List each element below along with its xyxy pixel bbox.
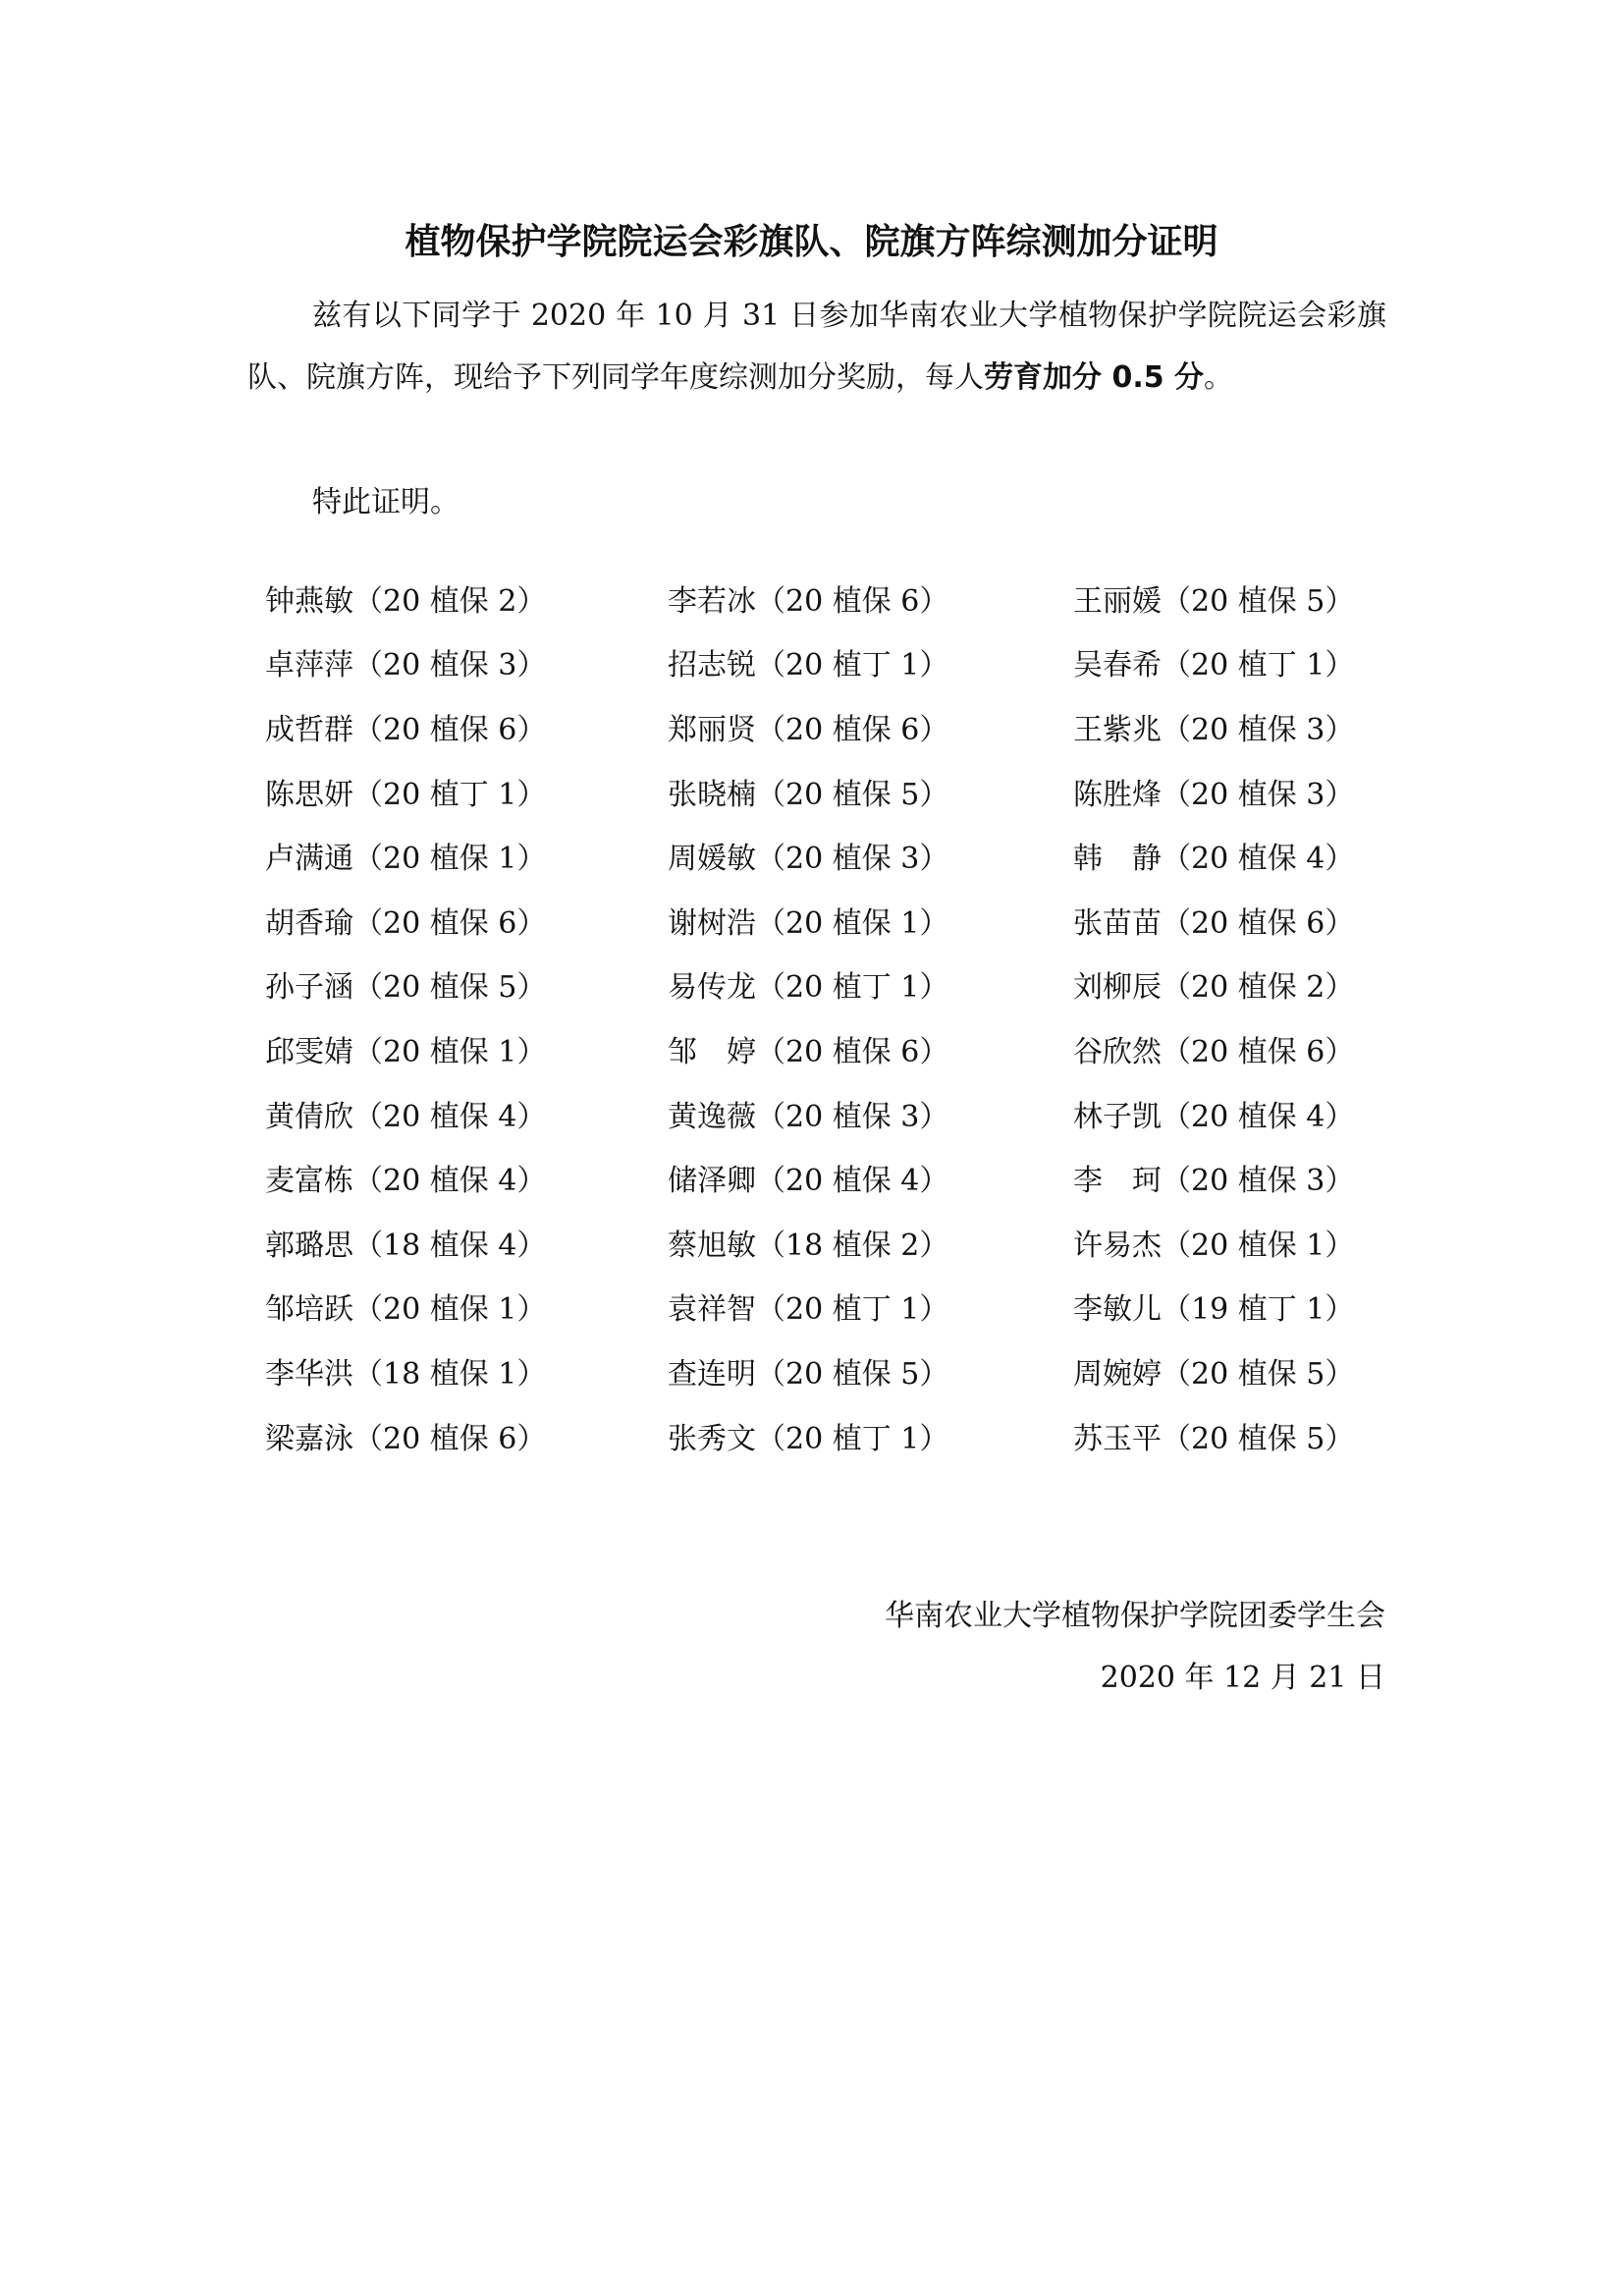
student-row (265, 1145, 1365, 1210)
student-entry: 查连明（20 植保 5） (668, 1356, 949, 1392)
intro-paragraph (247, 285, 1386, 409)
signature-date: 2020 年 12 月 21 日 (1100, 1661, 1385, 1695)
student-entry: 袁祥智（20 植丁 1） (668, 1292, 949, 1328)
student-entry: 黄逸薇（20 植保 3） (668, 1099, 949, 1134)
student-entry: 郑丽贤（20 植保 6） (668, 712, 949, 747)
student-entry: 张苗苗（20 植保 6） (1073, 905, 1355, 941)
student-row (265, 823, 1365, 888)
student-entry: 易传龙（20 植丁 1） (668, 970, 949, 1006)
student-entry: 邹 婷（20 植保 6） (668, 1034, 949, 1069)
student-entry: 郭璐思（18 植保 4） (265, 1228, 547, 1263)
student-entry: 许易杰（20 植保 1） (1073, 1228, 1355, 1263)
student-entry: 吴春希（20 植丁 1） (1073, 648, 1355, 683)
student-row (265, 888, 1365, 953)
student-entry: 李若冰（20 植保 6） (668, 583, 949, 619)
student-row (265, 1275, 1365, 1339)
student-entry: 谢树浩（20 植保 1） (668, 905, 949, 941)
student-row (265, 1016, 1365, 1081)
student-entry: 陈思妍（20 植丁 1） (265, 777, 547, 812)
student-entry: 胡香瑜（20 植保 6） (265, 905, 547, 941)
signature-organization: 华南农业大学植物保护学院团委学生会 (885, 1599, 1385, 1633)
student-row (265, 953, 1365, 1017)
student-entry: 李敏儿（19 植丁 1） (1073, 1292, 1355, 1328)
student-entry: 孙子涵（20 植保 5） (265, 970, 547, 1006)
student-entry: 周媛敏（20 植保 3） (668, 842, 949, 877)
document-title: 植物保护学院院运会彩旗队、院旗方阵综测加分证明 (405, 222, 1218, 262)
student-entry: 李 珂（20 植保 3） (1073, 1164, 1355, 1199)
student-entry: 韩 静（20 植保 4） (1073, 842, 1355, 877)
student-entry: 刘柳辰（20 植保 2） (1073, 970, 1355, 1006)
student-entry: 蔡旭敏（18 植保 2） (668, 1228, 949, 1263)
student-entry: 麦富栋（20 植保 4） (265, 1164, 547, 1199)
student-entry: 张晓楠（20 植保 5） (668, 777, 949, 812)
student-entry: 谷欣然（20 植保 6） (1073, 1034, 1355, 1069)
student-entry: 邱雯婧（20 植保 1） (265, 1034, 547, 1069)
student-row (265, 630, 1365, 695)
student-row (265, 1081, 1365, 1146)
student-entry: 卢满通（20 植保 1） (265, 842, 547, 877)
student-row (265, 1339, 1365, 1403)
student-list (265, 566, 1365, 1467)
intro-end: 。 (1204, 360, 1234, 395)
student-entry: 卓萍萍（20 植保 3） (265, 648, 547, 683)
student-entry: 王丽媛（20 植保 5） (1073, 583, 1355, 619)
student-entry: 储泽卿（20 植保 4） (668, 1164, 949, 1199)
student-entry: 周婉婷（20 植保 5） (1073, 1356, 1355, 1392)
student-entry: 张秀文（20 植丁 1） (668, 1421, 949, 1456)
certify-paragraph: 特此证明。 (312, 485, 460, 519)
student-entry: 李华洪（18 植保 1） (265, 1356, 547, 1392)
student-row (265, 694, 1365, 759)
student-entry: 梁嘉泳（20 植保 6） (265, 1421, 547, 1456)
student-entry: 陈胜烽（20 植保 3） (1073, 777, 1355, 812)
student-entry: 王紫兆（20 植保 3） (1073, 712, 1355, 747)
student-entry: 招志锐（20 植丁 1） (668, 648, 949, 683)
intro-text: 兹有以下同学于 2020 年 10 月 31 日参加华南农业大学植物保护学院院运会彩旗队、院旗方阵，现给予下列同学年度综测加分奖励，每人 (247, 299, 1386, 395)
student-entry: 黄倩欣（20 植保 4） (265, 1099, 547, 1134)
student-entry: 林子凯（20 植保 4） (1073, 1099, 1355, 1134)
bonus-highlight: 劳育加分 0.5 分 (984, 360, 1205, 395)
student-entry: 钟燕敏（20 植保 2） (265, 583, 547, 619)
student-row (265, 566, 1365, 630)
student-row (265, 759, 1365, 824)
student-entry: 邹培跃（20 植保 1） (265, 1292, 547, 1328)
student-entry: 成哲群（20 植保 6） (265, 712, 547, 747)
student-row (265, 1403, 1365, 1468)
student-row (265, 1210, 1365, 1275)
student-entry: 苏玉平（20 植保 5） (1073, 1421, 1355, 1456)
